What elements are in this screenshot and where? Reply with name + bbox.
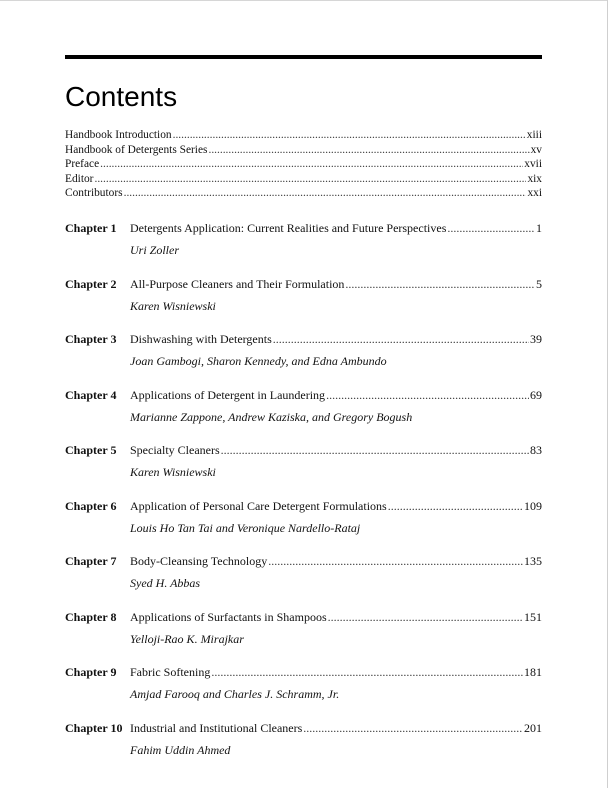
dot-leader <box>447 220 535 236</box>
chapter-number: Chapter 10 <box>65 720 123 735</box>
chapter-authors: Fahim Uddin Ahmed <box>130 742 231 757</box>
chapter-page: 39 <box>530 332 542 346</box>
chapter-list <box>65 218 542 773</box>
chapter-title-row <box>130 331 542 347</box>
chapter-page: 109 <box>524 498 542 513</box>
chapter-page: 135 <box>524 554 542 568</box>
chapter-title-row <box>130 498 542 514</box>
chapter-authors: Karen Wisniewski <box>130 298 216 313</box>
chapter-entry-3[interactable] <box>65 329 542 385</box>
dot-leader <box>268 553 523 569</box>
chapter-title: Detergents Application: Current Realities and Future Perspectives <box>130 221 447 235</box>
dot-leader <box>345 276 535 292</box>
chapter-number: Chapter 3 <box>65 332 117 346</box>
toc-entry-contributors[interactable] <box>65 186 542 201</box>
chapter-number: Chapter 1 <box>65 221 117 235</box>
chapter-title-row <box>130 387 542 403</box>
chapter-authors: Uri Zoller <box>130 243 180 257</box>
chapter-title: Industrial and Institutional Cleaners <box>130 720 303 735</box>
toc-entry-label: Contributors <box>65 187 123 200</box>
toc-entry-handbook-series[interactable] <box>65 143 542 158</box>
chapter-entry-2[interactable] <box>65 274 542 330</box>
chapter-authors: Syed H. Abbas <box>130 576 201 590</box>
dot-leader <box>328 609 523 625</box>
chapter-number: Chapter 5 <box>65 443 117 457</box>
chapter-number: Chapter 8 <box>65 609 117 624</box>
page-title: Contents <box>65 81 178 112</box>
chapter-title: Applications of Detergent in Laundering <box>130 387 326 402</box>
dot-leader <box>326 387 529 403</box>
chapter-title-row <box>130 609 542 625</box>
chapter-title-row <box>130 220 542 236</box>
chapter-page: 69 <box>530 387 542 402</box>
toc-entry-preface[interactable] <box>65 157 542 172</box>
toc-entry-label: Editor <box>65 172 94 185</box>
toc-entry-page: xv <box>530 143 542 156</box>
front-matter-list <box>65 128 542 201</box>
chapter-entry-8[interactable] <box>65 607 542 663</box>
chapter-page: 83 <box>530 443 542 457</box>
chapter-page: 1 <box>536 221 542 235</box>
dot-leader <box>173 128 526 143</box>
chapter-authors: Karen Wisniewski <box>130 465 216 479</box>
chapter-title: All-Purpose Cleaners and Their Formulation <box>130 276 345 291</box>
chapter-number: Chapter 4 <box>65 387 117 402</box>
chapter-authors: Yelloji-Rao K. Mirajkar <box>130 631 244 646</box>
chapter-title: Fabric Softening <box>130 665 211 679</box>
toc-entry-label: Handbook Introduction <box>65 129 172 141</box>
header-rule <box>65 55 542 59</box>
dot-leader <box>273 331 529 347</box>
dot-leader <box>303 720 523 736</box>
toc-entry-editor[interactable] <box>65 172 542 187</box>
dot-leader <box>211 664 523 680</box>
dot-leader <box>124 186 527 201</box>
chapter-number: Chapter 7 <box>65 554 117 568</box>
toc-entry-label: Handbook of Detergents Series <box>65 143 208 156</box>
chapter-title: Applications of Surfactants in Shampoos <box>130 609 327 624</box>
chapter-page: 5 <box>536 276 542 291</box>
dot-leader <box>100 157 523 172</box>
chapter-entry-4[interactable] <box>65 385 542 441</box>
chapter-number: Chapter 6 <box>65 498 117 513</box>
chapter-title: Application of Personal Care Detergent Formulations <box>130 498 387 513</box>
dot-leader <box>94 172 526 187</box>
chapter-title: Dishwashing with Detergents <box>130 332 272 346</box>
chapter-authors: Marianne Zappone, Andrew Kaziska, and Gregory Bogush <box>130 409 413 424</box>
toc-entry-page: xxi <box>527 187 542 200</box>
chapter-page: 151 <box>524 609 542 624</box>
chapter-entry-6[interactable] <box>65 496 542 552</box>
chapter-entry-1[interactable] <box>65 218 542 274</box>
chapter-page: 181 <box>524 665 542 679</box>
chapter-title: Body-Cleansing Technology <box>130 554 268 568</box>
chapter-page: 201 <box>524 720 542 735</box>
dot-leader <box>221 442 529 458</box>
page-top-border <box>0 0 608 1</box>
chapter-title-row <box>130 442 542 458</box>
toc-entry-page: xiii <box>526 129 542 141</box>
chapter-title-row <box>130 720 542 736</box>
chapter-entry-7[interactable] <box>65 551 542 607</box>
dot-leader <box>388 498 523 514</box>
dot-leader <box>208 143 529 158</box>
chapter-title: Specialty Cleaners <box>130 443 220 457</box>
chapter-title-row <box>130 276 542 292</box>
chapter-entry-5[interactable] <box>65 440 542 496</box>
toc-entry-label: Preface <box>65 158 100 171</box>
chapter-entry-10[interactable] <box>65 718 542 774</box>
chapter-title-row <box>130 553 542 569</box>
chapter-authors: Louis Ho Tan Tai and Veronique Nardello-Rataj <box>130 520 361 535</box>
chapter-title-row <box>130 664 542 680</box>
toc-entry-page: xvii <box>524 158 542 171</box>
chapter-number: Chapter 9 <box>65 665 117 679</box>
toc-entry-handbook-introduction[interactable] <box>65 128 542 143</box>
chapter-entry-9[interactable] <box>65 662 542 718</box>
chapter-authors: Amjad Farooq and Charles J. Schramm, Jr. <box>130 687 340 701</box>
chapter-number: Chapter 2 <box>65 276 117 291</box>
toc-entry-page: xix <box>527 172 542 185</box>
chapter-authors: Joan Gambogi, Sharon Kennedy, and Edna Ambundo <box>130 354 387 368</box>
